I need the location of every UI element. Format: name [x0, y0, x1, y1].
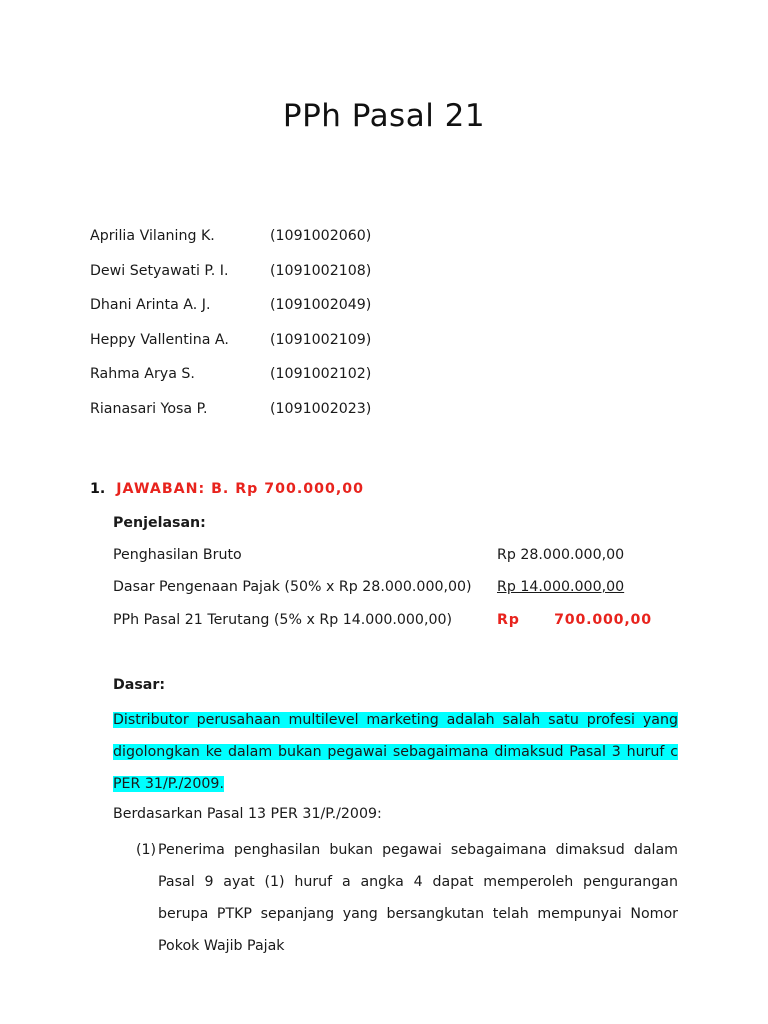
- member-name: Aprilia Vilaning K.: [90, 228, 215, 244]
- calc-value: Rp 14.000.000,00: [497, 579, 625, 595]
- member-row: [90, 401, 510, 436]
- basis-intro: Berdasarkan Pasal 13 PER 31/P./2009:: [113, 806, 382, 822]
- answer-text: JAWABAN: B. Rp 700.000,00: [116, 481, 365, 497]
- member-nim: (1091002060): [270, 228, 372, 244]
- basis-heading: Dasar:: [113, 677, 166, 693]
- question-number: 1.: [90, 481, 106, 497]
- member-row: [90, 263, 510, 298]
- calc-label: PPh Pasal 21 Terutang (5% x Rp 14.000.000,00): [113, 612, 453, 628]
- member-nim: (1091002102): [270, 366, 372, 383]
- answer-line: [90, 481, 364, 497]
- member-nim: (1091002108): [270, 262, 372, 279]
- member-list: [90, 228, 510, 436]
- member-name: Dewi Setyawati P. I.: [90, 262, 229, 279]
- member-row: [90, 366, 510, 401]
- list-item-text: Penerima penghasilan bukan pegawai sebagaimana dimaksud dalam Pasal 9 ayat (1) huruf a angka 4 dapat memperoleh pengurangan berupa PTKP sepanjang yang bersangkutan telah mempunyai Nomor Pokok Wajib Pajak: [158, 842, 678, 954]
- member-nim: (1091002023): [270, 400, 372, 417]
- calc-value-total: Rp 700.000,00: [497, 612, 652, 628]
- calc-label: Penghasilan Bruto: [113, 547, 242, 563]
- highlighted-text: Distributor perusahaan multilevel marketing adalah salah satu profesi yang digolongkan ke dalam bukan pegawai sebagaimana dimaksud Pasal 3 huruf c PER 31/P./2009.: [113, 712, 678, 792]
- member-name: Rianasari Yosa P.: [90, 400, 208, 417]
- member-name: Rahma Arya S.: [90, 366, 195, 383]
- member-nim: (1091002049): [270, 297, 372, 314]
- calc-label: Dasar Pengenaan Pajak (50% x Rp 28.000.000,00): [113, 579, 472, 595]
- calc-value: Rp 28.000.000,00: [497, 547, 625, 563]
- member-name: Heppy Vallentina A.: [90, 331, 229, 348]
- member-row: [90, 228, 510, 263]
- member-row: [90, 332, 510, 367]
- explanation-heading: Penjelasan:: [113, 515, 206, 531]
- highlighted-paragraph: [113, 704, 678, 800]
- page-title: PPh Pasal 21: [282, 98, 486, 134]
- list-marker: (1): [136, 842, 157, 858]
- member-nim: (1091002109): [270, 331, 372, 348]
- list-item: [136, 834, 678, 962]
- member-row: [90, 297, 510, 332]
- member-name: Dhani Arinta A. J.: [90, 297, 211, 314]
